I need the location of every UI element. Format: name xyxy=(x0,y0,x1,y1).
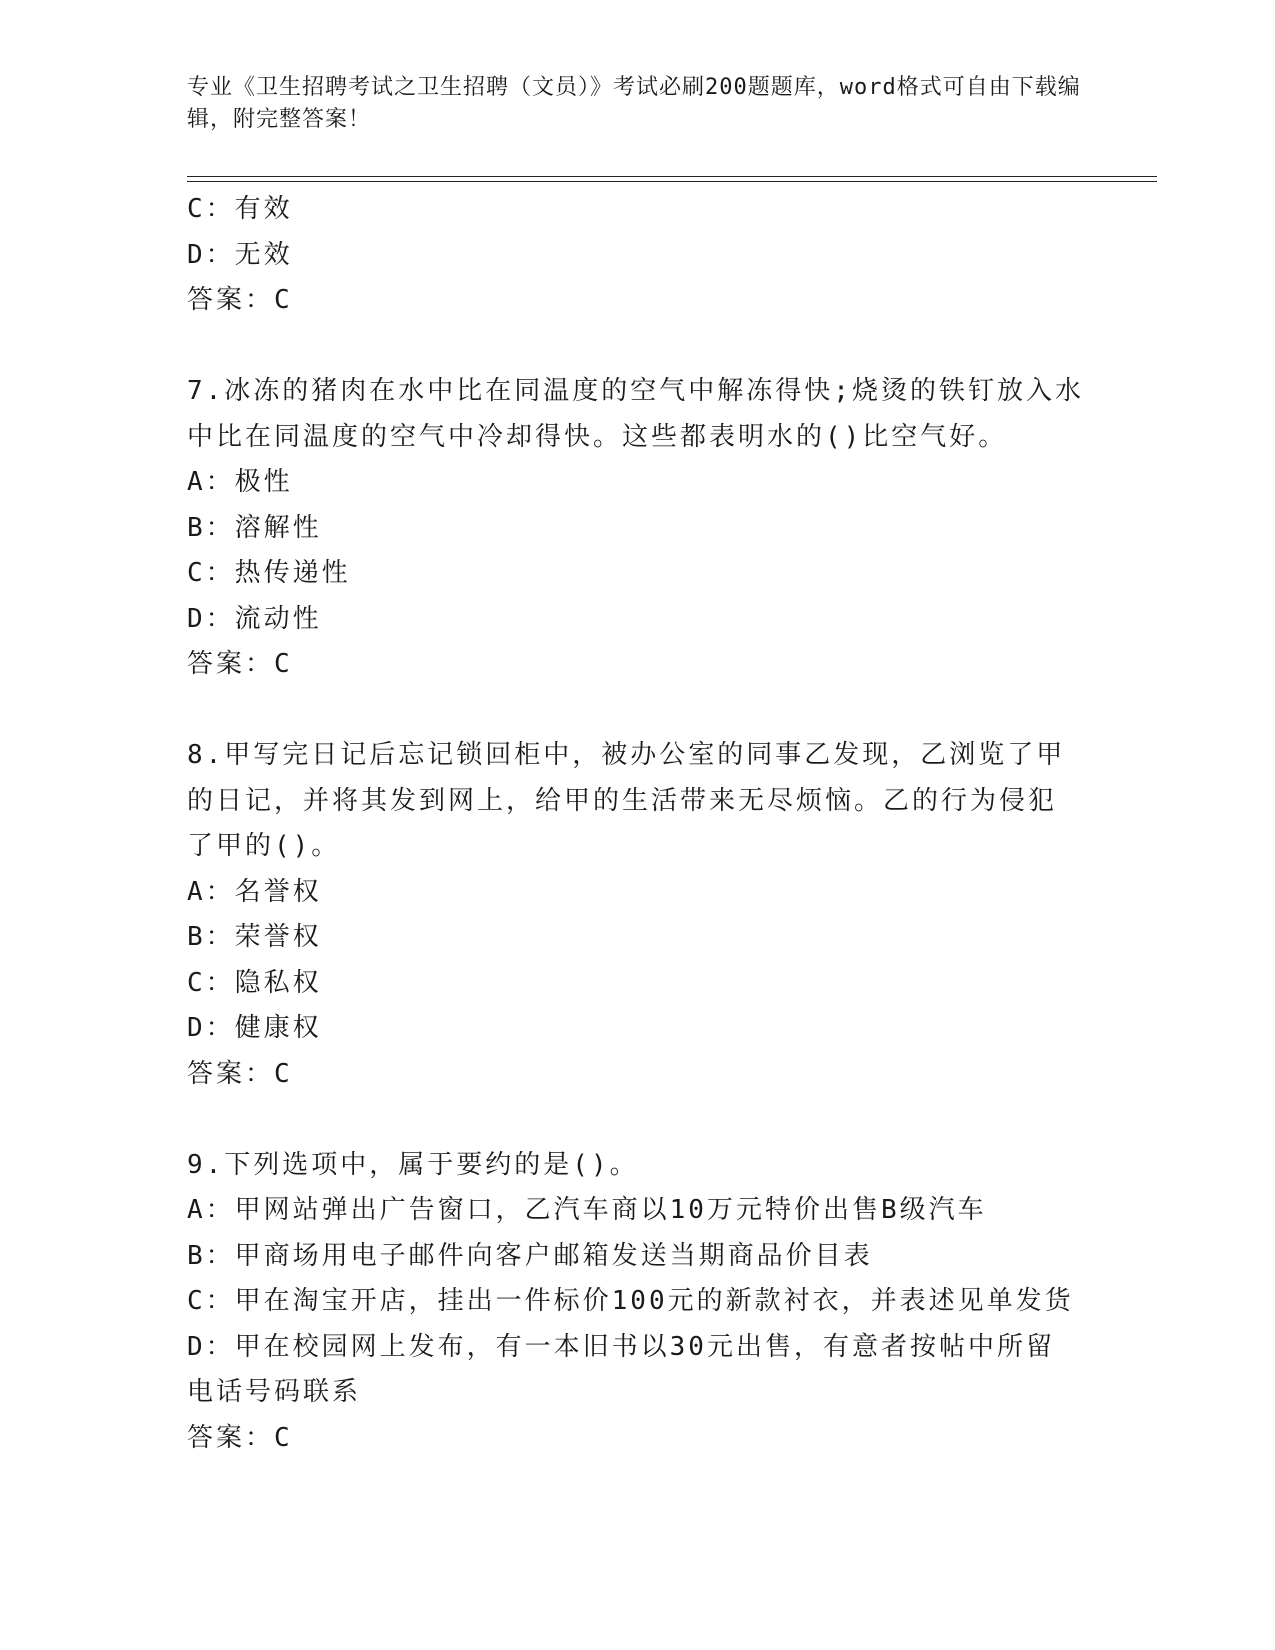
option-line: D：无效 xyxy=(187,239,293,270)
option-line: C：隐私权 xyxy=(187,967,322,998)
option-line: A：极性 xyxy=(187,467,293,497)
option-line: D：甲在校园网上发布，有一本旧书以30元出售，有意者按帖中所留 xyxy=(187,1331,1055,1362)
question-7-line: 7.冰冻的猪肉在水中比在同温度的空气中解冻得快;烧烫的铁钉放入水 xyxy=(187,376,1084,406)
question-8-line: 的日记，并将其发到网上，给甲的生活带来无尽烦恼。乙的行为侵犯 xyxy=(187,785,1058,816)
spacer xyxy=(187,1097,1087,1143)
page-header-title: 专业《卫生招聘考试之卫生招聘（文员）》考试必刷200题题库，word格式可自由下载编辑，附完整答案！ xyxy=(187,75,1081,132)
option-line: 电话号码联系 xyxy=(187,1377,362,1407)
question-7-line: 中比在同温度的空气中冷却得快。这些都表明水的()比空气好。 xyxy=(187,421,1008,452)
option-line: D：流动性 xyxy=(187,603,322,634)
option-line: C：有效 xyxy=(187,194,293,224)
spacer xyxy=(187,324,1087,370)
question-8-line: 8.甲写完日记后忘记锁回柜中，被办公室的同事乙发现，乙浏览了甲 xyxy=(187,740,1066,770)
option-line: D：健康权 xyxy=(187,1013,322,1043)
option-line: B：溶解性 xyxy=(187,512,322,543)
question-9-line: 9.下列选项中，属于要约的是()。 xyxy=(187,1149,639,1180)
option-line: C：甲在淘宝开店，挂出一件标价100元的新款衬衣，并表述见单发货 xyxy=(187,1286,1074,1316)
answer-line: 答案：C xyxy=(187,649,293,679)
option-line: B：荣誉权 xyxy=(187,922,322,952)
header-divider-top xyxy=(187,176,1157,177)
answer-line: 答案：C xyxy=(187,285,293,315)
question-8-line: 了甲的()。 xyxy=(187,831,341,861)
answer-line: 答案：C xyxy=(187,1058,293,1089)
option-line: A：名誉权 xyxy=(187,876,322,907)
answer-line: 答案：C xyxy=(187,1422,293,1453)
question-content xyxy=(187,187,1087,1461)
header-divider-bottom xyxy=(187,181,1157,182)
option-line: C：热传递性 xyxy=(187,558,351,588)
spacer xyxy=(187,688,1087,734)
option-line: B：甲商场用电子邮件向客户邮箱发送当期商品价目表 xyxy=(187,1240,873,1271)
option-line: A：甲网站弹出广告窗口，乙汽车商以10万元特价出售B级汽车 xyxy=(187,1195,987,1225)
